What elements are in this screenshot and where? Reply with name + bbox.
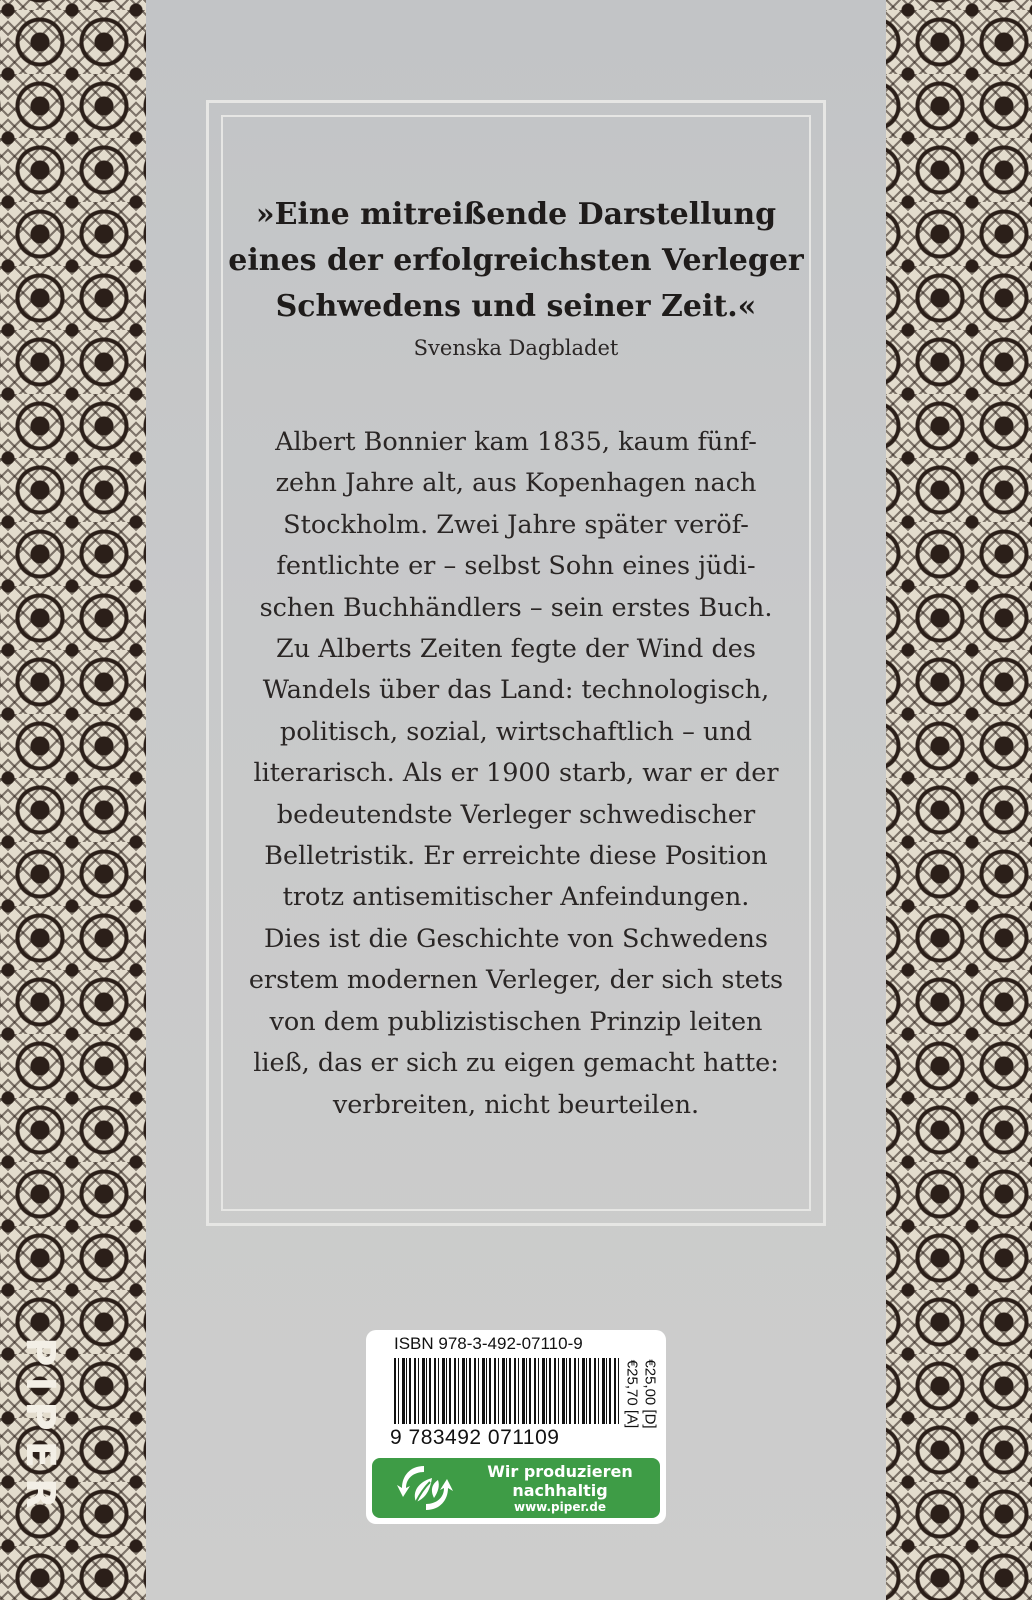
- price-info: [620, 1338, 662, 1450]
- blurb-line: bedeutendste Verleger schwedischer: [276, 799, 756, 830]
- blurb-line: ließ, das er sich zu eigen gemacht hatte:: [253, 1048, 779, 1079]
- recycle-leaf-icon: [394, 1462, 456, 1514]
- publisher-logo: [14, 1338, 66, 1518]
- publisher-name: PIPER: [17, 1337, 63, 1519]
- quote-line: Schwedens und seiner Zeit.«: [275, 289, 757, 324]
- book-blurb: [146, 422, 886, 1126]
- price-austria: €25,70 [A]: [623, 1359, 641, 1429]
- isbn-label: ISBN 978-3-492-07110-9: [394, 1334, 583, 1353]
- blurb-line: Albert Bonnier kam 1835, kaum fünf-: [275, 427, 757, 457]
- eco-slogan-line2: nachhaltig: [512, 1481, 608, 1500]
- blurb-line: von dem publizistischen Prinzip leiten: [269, 1006, 763, 1037]
- eco-slogan-line1: Wir produzieren: [487, 1462, 633, 1481]
- quote-line: »Eine mitreißende Darstellung: [255, 197, 777, 232]
- blurb-line: Stockholm. Zwei Jahre später veröf-: [283, 509, 749, 540]
- barcode-digits: 9 783492 071109: [390, 1426, 560, 1449]
- sustainability-badge: [372, 1458, 660, 1518]
- blurb-line: Zu Alberts Zeiten fegte der Wind des: [276, 634, 756, 665]
- blurb-line: Dies ist die Geschichte von Schwedens: [263, 923, 768, 954]
- blurb-line: Belletristik. Er erreichte diese Position: [264, 841, 768, 872]
- blurb-line: politisch, sozial, wirtschaftlich – und: [279, 716, 753, 747]
- ornamental-border-right: [886, 0, 1032, 1600]
- price-germany: €25,00 [D]: [641, 1359, 659, 1429]
- publisher-url: www.piper.de: [514, 1500, 606, 1514]
- quote-source: Svenska Dagbladet: [413, 336, 619, 360]
- blurb-line: fentlichte er – selbst Sohn eines jüdi-: [276, 551, 756, 582]
- barcode: [394, 1358, 620, 1424]
- blurb-line: literarisch. Als er 1900 starb, war er der: [253, 758, 779, 789]
- blurb-line: Wandels über das Land: technologisch,: [262, 675, 770, 706]
- blurb-line: zehn Jahre alt, aus Kopenhagen nach: [275, 468, 757, 499]
- blurb-line: erstem modernen Verleger, der sich stets: [248, 965, 784, 996]
- blurb-line: verbreiten, nicht beurteilen.: [332, 1089, 700, 1120]
- review-quote: [146, 192, 886, 330]
- isbn-barcode-box: [366, 1330, 666, 1524]
- blurb-line: schen Buchhändlers – sein erstes Buch.: [259, 592, 773, 623]
- quote-line: eines der erfolgreichsten Verleger: [228, 243, 804, 278]
- blurb-line: trotz antisemitischer Anfeindungen.: [282, 882, 750, 913]
